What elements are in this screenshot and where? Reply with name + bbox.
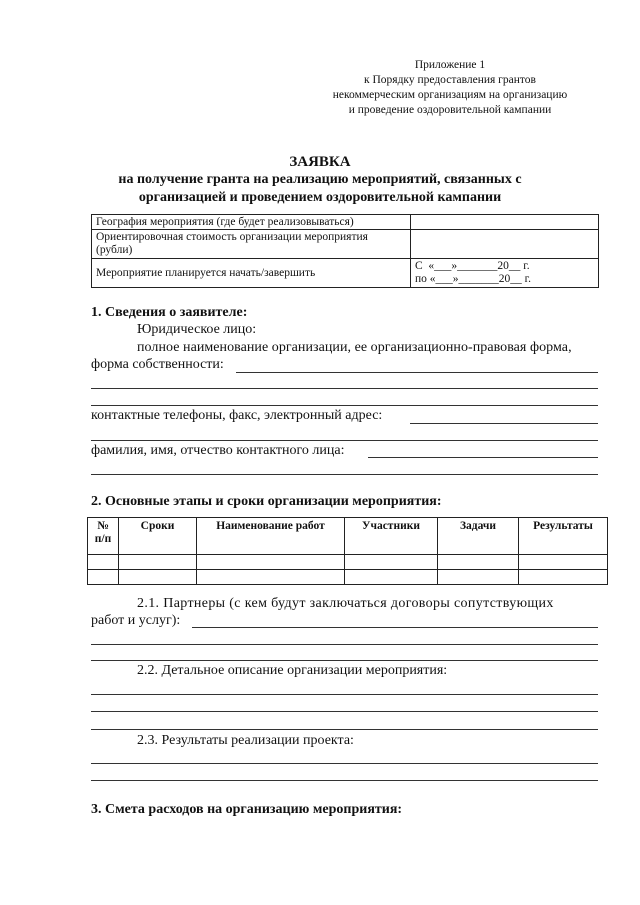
appendix-line-3: некоммерческим организациям на организацию bbox=[332, 89, 568, 101]
appendix-line-2: к Порядку предоставления грантов bbox=[364, 74, 536, 86]
legal-entity-label: Юридическое лицо: bbox=[137, 322, 257, 337]
cost-label-line-2: (рубли) bbox=[96, 244, 133, 256]
column-header-participants: Участники bbox=[345, 518, 438, 555]
column-header-works: Наименование работ bbox=[197, 518, 345, 555]
full-name-label-line-1: полное наименование организации, ее организационно-правовая форма, bbox=[137, 340, 572, 355]
document-title: ЗАЯВКА bbox=[289, 154, 351, 170]
contacts-label: контактные телефоны, факс, электронный адрес: bbox=[91, 408, 383, 423]
table-row bbox=[92, 259, 599, 288]
table-cell[interactable] bbox=[119, 555, 197, 570]
column-header-tasks: Задачи bbox=[438, 518, 519, 555]
contacts-input-line[interactable] bbox=[91, 440, 598, 441]
table-row bbox=[92, 215, 599, 230]
cost-label-line-1: Ориентировочная стоимость организации мероприятия bbox=[96, 231, 368, 243]
table-header-row bbox=[88, 518, 608, 555]
end-date: по «___»_______20__ г. bbox=[415, 273, 531, 285]
appendix-header bbox=[300, 58, 600, 118]
dates-value-field[interactable] bbox=[411, 259, 599, 288]
table-row bbox=[88, 570, 608, 585]
table-cell[interactable] bbox=[438, 570, 519, 585]
table-cell[interactable] bbox=[197, 555, 345, 570]
start-date: С «___»_______20__ г. bbox=[415, 260, 530, 272]
table-row bbox=[88, 555, 608, 570]
table-cell[interactable] bbox=[88, 570, 119, 585]
table-cell[interactable] bbox=[119, 570, 197, 585]
appendix-line-4: и проведение оздоровительной кампании bbox=[348, 104, 552, 116]
full-name-label-line-2: форма собственности: bbox=[91, 357, 224, 372]
section-3-heading: 3. Смета расходов на организацию мероприятия: bbox=[91, 802, 403, 817]
partners-input-line[interactable] bbox=[192, 627, 598, 628]
table-cell[interactable] bbox=[345, 570, 438, 585]
column-header-results: Результаты bbox=[519, 518, 608, 555]
document-subtitle-line-1: на получение гранта на реализацию мероприятий, связанных с bbox=[118, 172, 522, 187]
results-input-line[interactable] bbox=[91, 763, 598, 764]
cost-value-field[interactable] bbox=[411, 230, 599, 259]
event-info-table bbox=[91, 214, 599, 288]
full-name-input-line[interactable] bbox=[236, 372, 598, 373]
description-input-line[interactable] bbox=[91, 729, 598, 730]
column-header-number-line-2: п/п bbox=[94, 533, 112, 545]
cost-label bbox=[92, 230, 411, 259]
description-input-line[interactable] bbox=[91, 694, 598, 695]
geo-value-field[interactable] bbox=[411, 215, 599, 230]
contact-person-input-line[interactable] bbox=[91, 474, 598, 475]
description-label: 2.2. Детальное описание организации мероприятия: bbox=[137, 663, 448, 678]
partners-input-line[interactable] bbox=[91, 644, 598, 645]
column-header-number bbox=[88, 518, 119, 555]
results-label: 2.3. Результаты реализации проекта: bbox=[137, 733, 354, 748]
full-name-input-line[interactable] bbox=[91, 405, 598, 406]
partners-label-line-1: 2.1. Партнеры (с кем будут заключаться договоры сопутствующих bbox=[137, 596, 554, 611]
full-name-input-line[interactable] bbox=[91, 388, 598, 389]
table-cell[interactable] bbox=[519, 555, 608, 570]
contact-person-label: фамилия, имя, отчество контактного лица: bbox=[91, 443, 345, 458]
contacts-input-line[interactable] bbox=[410, 423, 598, 424]
section-1-heading: 1. Сведения о заявителе: bbox=[91, 305, 248, 320]
partners-label-line-2: работ и услуг): bbox=[91, 613, 181, 628]
partners-input-line[interactable] bbox=[91, 660, 598, 661]
stages-table bbox=[87, 517, 608, 585]
table-cell[interactable] bbox=[88, 555, 119, 570]
appendix-line-1: Приложение 1 bbox=[414, 59, 486, 71]
document-subtitle-line-2: организацией и проведением оздоровительной кампании bbox=[138, 190, 502, 205]
contact-person-input-line[interactable] bbox=[368, 457, 598, 458]
column-header-dates: Сроки bbox=[119, 518, 197, 555]
table-cell[interactable] bbox=[345, 555, 438, 570]
results-input-line[interactable] bbox=[91, 780, 598, 781]
section-2-heading: 2. Основные этапы и сроки организации мероприятия: bbox=[91, 494, 442, 509]
table-cell[interactable] bbox=[197, 570, 345, 585]
table-row bbox=[92, 230, 599, 259]
table-cell[interactable] bbox=[438, 555, 519, 570]
table-cell[interactable] bbox=[519, 570, 608, 585]
geo-label: География мероприятия (где будет реализовываться) bbox=[92, 215, 411, 230]
dates-label: Мероприятие планируется начать/завершить bbox=[92, 259, 411, 288]
column-header-number-line-1: № bbox=[97, 520, 109, 532]
description-input-line[interactable] bbox=[91, 711, 598, 712]
